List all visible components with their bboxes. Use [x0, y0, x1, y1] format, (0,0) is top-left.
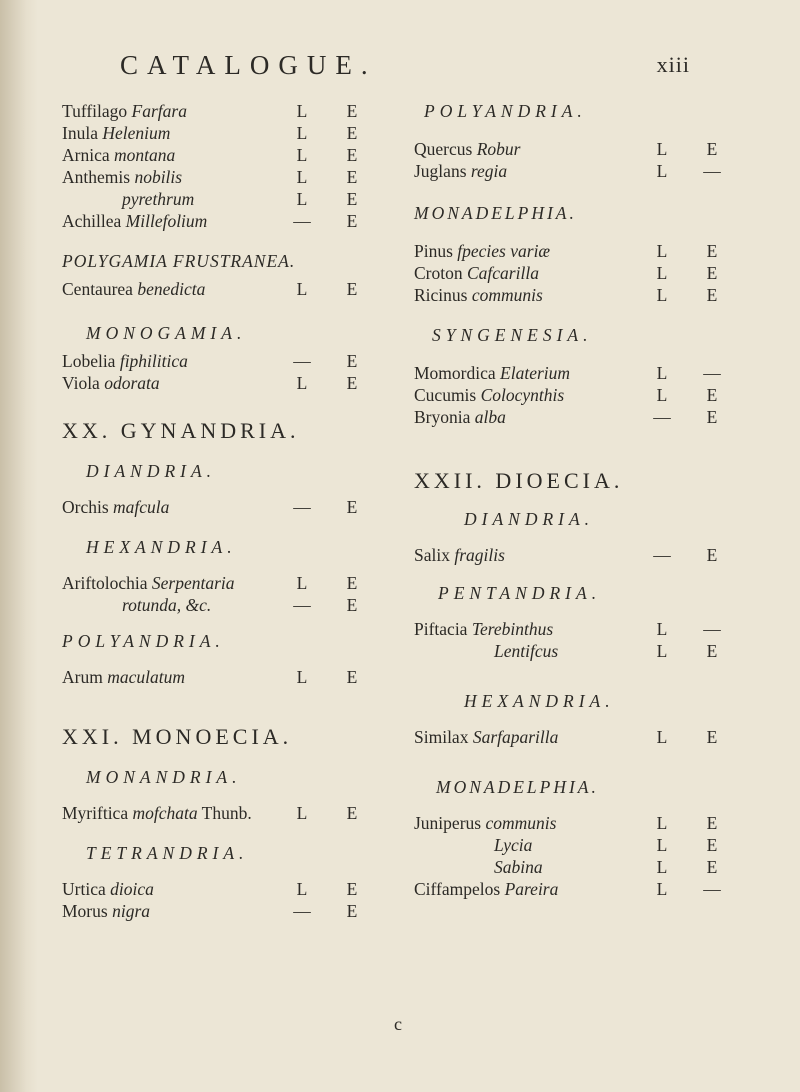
entry-row: Viola odorata L E [62, 373, 358, 393]
order-heading: POLYANDRIA. [62, 631, 225, 651]
class-heading: XXII. DIOECIA. [414, 468, 624, 493]
entry-row: Salix fragilis — E [414, 545, 718, 565]
running-title: CATALOGUE. [120, 50, 377, 80]
entry-row: rotunda, &c. — E [122, 595, 358, 615]
order-heading: MONANDRIA. [86, 767, 242, 787]
entry-row: Pinus fpecies variæ L E [414, 241, 718, 261]
entry-row: Similax Sarfaparilla L E [414, 727, 718, 747]
entry-row: Piftacia Terebinthus L — [414, 619, 721, 639]
order-heading: POLYANDRIA. [424, 101, 587, 121]
entry-row: Bryonia alba — E [414, 407, 718, 427]
entry-row: Juniperus communis L E [414, 813, 718, 833]
order-heading: SYNGENESIA. [432, 325, 593, 345]
order-heading: HEXANDRIA. [86, 537, 237, 557]
entry-row: Lobelia fiphilitica — E [62, 351, 358, 371]
entry-row: Myriftica mofchata Thunb. L E [62, 803, 358, 823]
order-heading: TETRANDRIA. [86, 843, 249, 863]
entry-row: Lentifcus L E [494, 641, 718, 661]
entry-row: Urtica dioica L E [62, 879, 358, 899]
entry-row: Ariftolochia Serpentaria L E [62, 573, 358, 593]
page-number: xiii [656, 52, 690, 77]
entry-row: Sabina L E [494, 857, 718, 877]
right-column [414, 100, 722, 900]
entry-group [62, 100, 362, 232]
page-header [120, 50, 690, 81]
entry-row: Orchis mafcula — E [62, 497, 358, 517]
entry-row: Croton Cafcarilla L E [414, 263, 718, 283]
class-heading: XXI. MONOECIA. [62, 724, 293, 749]
order-heading: HEXANDRIA. [464, 691, 615, 711]
entry-row: Morus nigra — E [62, 901, 358, 921]
order-heading: MONOGAMIA. [86, 323, 247, 343]
entry-row: Quercus Robur L E [414, 139, 718, 159]
order-heading: MONADELPHIA. [414, 203, 577, 223]
entry-row: Momordica Elaterium L — [414, 363, 721, 383]
entry-row: Lycia L E [494, 835, 718, 855]
order-heading: POLYGAMIA FRUSTRANEA. [62, 251, 296, 271]
class-heading: XX. GYNANDRIA. [62, 418, 300, 443]
order-heading: DIANDRIA. [464, 509, 595, 529]
entry-row: Ciffampelos Pareira L — [414, 879, 721, 899]
order-heading: PENTANDRIA. [438, 583, 602, 603]
left-column [62, 100, 362, 922]
page-gutter-shadow [0, 0, 38, 1092]
entry-row: Tuffilago Farfara L E [62, 101, 358, 121]
signature-mark: c [394, 1014, 402, 1034]
order-heading: MONADELPHIA. [436, 777, 599, 797]
entry-row: Juglans regia L — [414, 161, 721, 181]
order-heading: DIANDRIA. [86, 461, 217, 481]
entry-row: Arum maculatum L E [62, 667, 358, 687]
entry-row: Arnica montana L E [62, 145, 358, 165]
entry-row: Inula Helenium L E [62, 123, 358, 143]
entry-row: Centaurea benedicta L E [62, 279, 358, 299]
entry-row: Anthemis nobilis L E [62, 167, 358, 187]
entry-row: pyrethrum L E [122, 189, 358, 209]
entry-row: Achillea Millefolium — E [62, 211, 358, 231]
entry-row: Cucumis Colocynthis L E [414, 385, 718, 405]
entry-row: Ricinus communis L E [414, 285, 718, 305]
